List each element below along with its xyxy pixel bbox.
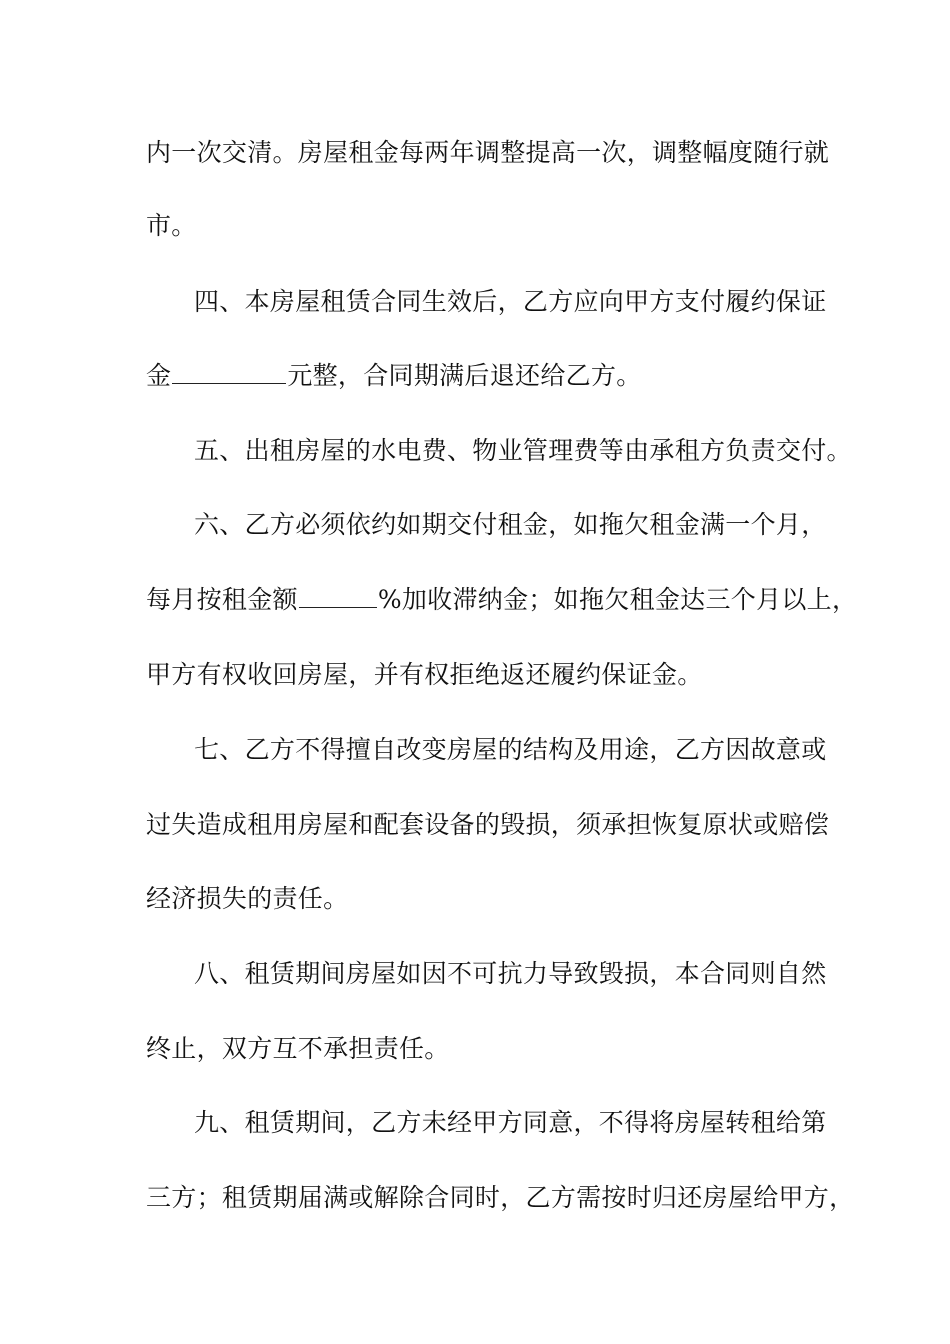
clause-eight-line: 八、租赁期间房屋如因不可抗力导致毁损，本合同则自然 [194,959,827,988]
late-fee-suffix: %加收滞纳金；如拖欠租金达三个月以上， [377,585,858,614]
deposit-line [146,361,846,391]
text-line: 内一次交清。房屋租金每两年调整提高一次，调整幅度随行就 [146,138,830,167]
deposit-amount-blank[interactable] [172,361,286,384]
clause-nine-line: 九、租赁期间，乙方未经甲方同意，不得将房屋转租给第 [194,1108,827,1137]
late-fee-line [146,585,858,615]
text-line: 经济损失的责任。 [146,884,349,913]
deposit-prefix: 金 [146,361,172,390]
text-line: 三方；租赁期届满或解除合同时，乙方需按时归还房屋给甲方， [146,1183,855,1212]
text-line: 过失造成租用房屋和配套设备的毁损，须承担恢复原状或赔偿 [146,810,830,839]
clause-six-line: 六、乙方必须依约如期交付租金，如拖欠租金满一个月， [194,510,827,539]
text-line: 终止，双方互不承担责任。 [146,1034,450,1063]
text-line: 甲方有权收回房屋，并有权拒绝返还履约保证金。 [146,660,703,689]
deposit-suffix: 元整，合同期满后退还给乙方。 [287,361,642,390]
clause-four-line: 四、本房屋租赁合同生效后，乙方应向甲方支付履约保证 [194,287,827,316]
clause-seven-line: 七、乙方不得擅自改变房屋的结构及用途，乙方因故意或 [194,735,827,764]
late-fee-rate-blank[interactable] [299,585,377,608]
late-fee-prefix: 每月按租金额 [146,585,298,614]
clause-five-line: 五、出租房屋的水电费、物业管理费等由承租方负责交付。 [194,436,852,465]
text-line: 市。 [146,211,197,240]
